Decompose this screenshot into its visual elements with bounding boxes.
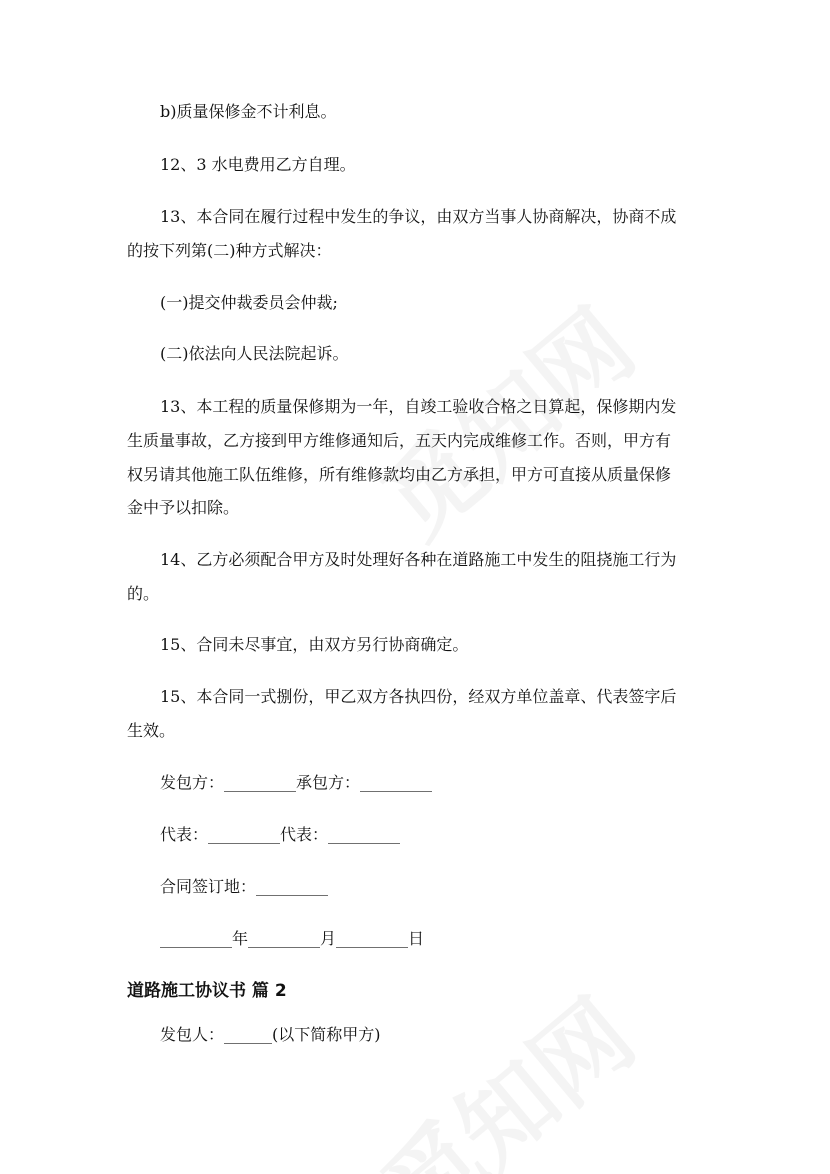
clause-13-dispute-line1: 13、本合同在履行过程中发生的争议，由双方当事人协商解决，协商不成	[160, 207, 677, 226]
watermark-top	[350, 273, 659, 563]
clause-13-warranty-line3: 权另请其他施工队伍维修，所有维修款均由乙方承担，甲方可直接从质量保修	[127, 465, 672, 484]
signing-date: _________年_________月_________日	[160, 929, 425, 948]
signing-location: 合同签订地：_________	[160, 877, 329, 896]
dispute-option-1: (一)提交仲裁委员会仲裁;	[160, 293, 338, 312]
clause-15-copies-line2: 生效。	[127, 721, 176, 740]
section-title: 道路施工协议书 篇 2	[127, 981, 287, 1001]
signature-representatives: 代表：_________代表：_________	[160, 825, 401, 844]
clause-13-warranty-line4: 金中予以扣除。	[127, 498, 240, 517]
clause-15-matters: 15、合同未尽事宜，由双方另行协商确定。	[160, 635, 469, 654]
signature-parties: 发包方：_________承包方：_________	[160, 773, 433, 792]
clause-14-line1: 14、乙方必须配合甲方及时处理好各种在道路施工中发生的阻挠施工行为	[160, 550, 677, 569]
employer-line: 发包人：______(以下简称甲方)	[160, 1025, 381, 1044]
clause-13-warranty-line1: 13、本工程的质量保修期为一年，自竣工验收合格之日算起，保修期内发	[160, 397, 677, 416]
clause-15-copies-line1: 15、本合同一式捌份，甲乙双方各执四份，经双方单位盖章、代表签字后	[160, 687, 677, 706]
clause-12-2-b: b)质量保修金不计利息。	[160, 102, 337, 121]
clause-13-dispute-line2: 的按下列第(二)种方式解决：	[127, 241, 332, 260]
clause-13-warranty-line2: 生质量事故，乙方接到甲方维修通知后，五天内完成维修工作。否则，甲方有	[127, 431, 672, 450]
dispute-option-2: (二)依法向人民法院起诉。	[160, 344, 349, 363]
clause-12-3: 12、3 水电费用乙方自理。	[160, 155, 356, 174]
clause-14-line2: 的。	[127, 584, 160, 603]
watermark-bottom	[350, 963, 659, 1174]
